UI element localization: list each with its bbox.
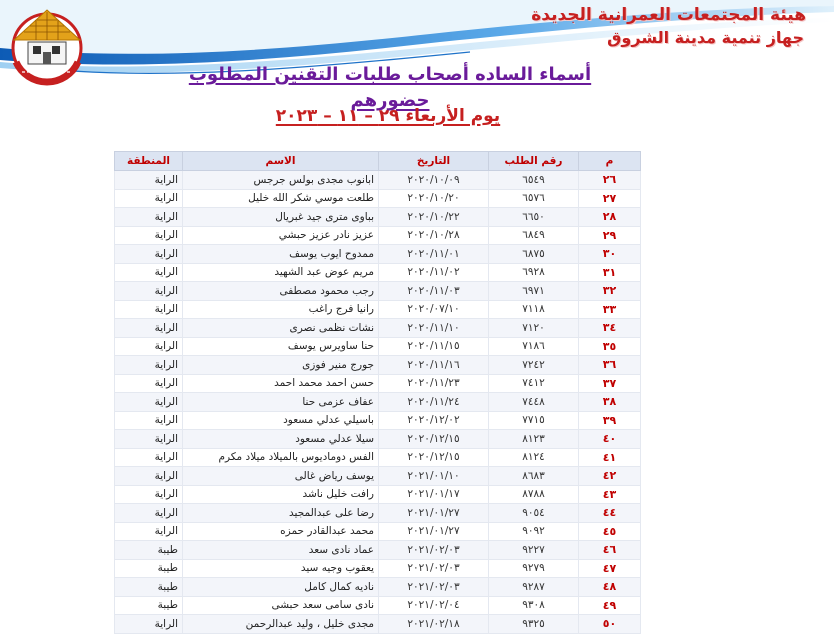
applicant-name-cell: محمد عبدالقادر حمزه	[183, 522, 379, 541]
request-date-cell: ٢٠٢٠/١١/١٠	[379, 319, 489, 338]
request-date-cell: ٢٠٢٠/١٠/٢٠	[379, 189, 489, 208]
table-row	[115, 578, 641, 597]
row-index-cell: ٣٣	[579, 300, 641, 319]
request-date-cell: ٢٠٢٠/١٢/١٥	[379, 430, 489, 449]
applicant-name-cell: ابانوب مجدى بولس جرجس	[183, 171, 379, 190]
request-number-cell: ٧٤٤٨	[489, 393, 579, 412]
row-index-cell: ٤٥	[579, 522, 641, 541]
region-cell: الراية	[115, 467, 183, 486]
table-header-row	[115, 152, 641, 171]
meeting-date: يوم الأربعاء ٢٩ – ١١ – ٢٠٢٣	[275, 106, 501, 126]
request-number-cell: ٧١٨٦	[489, 337, 579, 356]
attendees-table-container	[114, 151, 640, 634]
request-number-cell: ٦٦٥٠	[489, 208, 579, 227]
request-number-cell: ٨٧٨٨	[489, 485, 579, 504]
region-cell: الراية	[115, 189, 183, 208]
request-date-cell: ٢٠٢١/٠٢/٠٣	[379, 578, 489, 597]
region-cell: طيبة	[115, 559, 183, 578]
region-cell: الراية	[115, 393, 183, 412]
request-number-cell: ٩٣٢٥	[489, 615, 579, 634]
request-number-cell: ٨٦٨٣	[489, 467, 579, 486]
request-number-cell: ٧٤١٢	[489, 374, 579, 393]
row-index-cell: ٤٦	[579, 541, 641, 560]
row-index-cell: ٣٦	[579, 356, 641, 375]
request-date-cell: ٢٠٢١/٠٢/٠٤	[379, 596, 489, 615]
table-row	[115, 374, 641, 393]
table-row	[115, 467, 641, 486]
table-row	[115, 337, 641, 356]
applicant-name-cell: بباوى مترى جيد غبريال	[183, 208, 379, 227]
request-number-cell: ٨١٢٣	[489, 430, 579, 449]
table-row	[115, 504, 641, 523]
region-cell: الراية	[115, 448, 183, 467]
request-date-cell: ٢٠٢٠/١١/١٦	[379, 356, 489, 375]
row-index-cell: ٤٩	[579, 596, 641, 615]
request-date-cell: ٢٠٢٠/١١/٠٣	[379, 282, 489, 301]
request-date-cell: ٢٠٢٠/١١/١٥	[379, 337, 489, 356]
request-date-cell: ٢٠٢٠/١١/٢٤	[379, 393, 489, 412]
row-index-cell: ٤١	[579, 448, 641, 467]
table-row	[115, 393, 641, 412]
applicant-name-cell: حنا ساويرس يوسف	[183, 337, 379, 356]
row-index-cell: ٣٨	[579, 393, 641, 412]
region-cell: الراية	[115, 411, 183, 430]
region-cell: الراية	[115, 522, 183, 541]
request-date-cell: ٢٠٢١/٠١/١٧	[379, 485, 489, 504]
table-row	[115, 411, 641, 430]
row-index-cell: ٣٢	[579, 282, 641, 301]
region-cell: الراية	[115, 337, 183, 356]
request-date-cell: ٢٠٢٠/١١/٠٢	[379, 263, 489, 282]
row-index-cell: ٢٧	[579, 189, 641, 208]
table-row	[115, 208, 641, 227]
request-number-cell: ٩٣٠٨	[489, 596, 579, 615]
region-cell: الراية	[115, 263, 183, 282]
table-row	[115, 430, 641, 449]
request-number-cell: ٨١٢٤	[489, 448, 579, 467]
column-header-name: الاسم	[183, 152, 379, 171]
table-row	[115, 245, 641, 264]
request-date-cell: ٢٠٢١/٠٢/٠٣	[379, 541, 489, 560]
table-row	[115, 615, 641, 634]
region-cell: الراية	[115, 430, 183, 449]
region-cell: الراية	[115, 356, 183, 375]
applicant-name-cell: ممدوح ايوب يوسف	[183, 245, 379, 264]
region-cell: طيبة	[115, 596, 183, 615]
row-index-cell: ٤٠	[579, 430, 641, 449]
row-index-cell: ٥٠	[579, 615, 641, 634]
row-index-cell: ٤٢	[579, 467, 641, 486]
region-cell: الراية	[115, 485, 183, 504]
row-index-cell: ٤٧	[579, 559, 641, 578]
request-date-cell: ٢٠٢١/٠١/٢٧	[379, 504, 489, 523]
row-index-cell: ٤٤	[579, 504, 641, 523]
request-date-cell: ٢٠٢٠/١٠/٢٨	[379, 226, 489, 245]
request-date-cell: ٢٠٢١/٠١/١٠	[379, 467, 489, 486]
row-index-cell: ٤٨	[579, 578, 641, 597]
organization-subtitle: جهاز تنمية مدينة الشروق	[607, 28, 804, 47]
request-number-cell: ٦٩٧١	[489, 282, 579, 301]
applicant-name-cell: عماد نادى سعد	[183, 541, 379, 560]
region-cell: الراية	[115, 282, 183, 301]
request-number-cell: ٧٢٤٢	[489, 356, 579, 375]
applicant-name-cell: ناديه كمال كامل	[183, 578, 379, 597]
request-number-cell: ٦٨٧٥	[489, 245, 579, 264]
row-index-cell: ٢٩	[579, 226, 641, 245]
applicant-name-cell: يعقوب وجيه سيد	[183, 559, 379, 578]
table-row	[115, 356, 641, 375]
request-number-cell: ٩٢٢٧	[489, 541, 579, 560]
table-body	[115, 171, 641, 634]
request-number-cell: ٦٥٧٦	[489, 189, 579, 208]
request-number-cell: ٧١٢٠	[489, 319, 579, 338]
table-row	[115, 189, 641, 208]
region-cell: الراية	[115, 319, 183, 338]
applicant-name-cell: رضا على عبدالمجيد	[183, 504, 379, 523]
request-number-cell: ٧١١٨	[489, 300, 579, 319]
request-number-cell: ٧٧١٥	[489, 411, 579, 430]
request-number-cell: ٩٠٥٤	[489, 504, 579, 523]
column-header-date: التاريخ	[379, 152, 489, 171]
table-row	[115, 282, 641, 301]
row-index-cell: ٣٤	[579, 319, 641, 338]
request-number-cell: ٦٨٤٩	[489, 226, 579, 245]
table-row	[115, 485, 641, 504]
request-date-cell: ٢٠٢٠/٠٧/١٠	[379, 300, 489, 319]
table-row	[115, 171, 641, 190]
request-date-cell: ٢٠٢١/٠١/٢٧	[379, 522, 489, 541]
applicant-name-cell: مجدى خليل ، وليد عبدالرحمن	[183, 615, 379, 634]
request-date-cell: ٢٠٢١/٠٢/١٨	[379, 615, 489, 634]
region-cell: طيبة	[115, 541, 183, 560]
request-date-cell: ٢٠٢٠/١٠/٢٢	[379, 208, 489, 227]
table-row	[115, 522, 641, 541]
row-index-cell: ٣٥	[579, 337, 641, 356]
column-header-index: م	[579, 152, 641, 171]
row-index-cell: ٣١	[579, 263, 641, 282]
applicant-name-cell: رانيا فرج راغب	[183, 300, 379, 319]
request-number-cell: ٦٥٤٩	[489, 171, 579, 190]
request-number-cell: ٩٠٩٢	[489, 522, 579, 541]
row-index-cell: ٣٧	[579, 374, 641, 393]
applicant-name-cell: يوسف رياض غالى	[183, 467, 379, 486]
row-index-cell: ٢٨	[579, 208, 641, 227]
row-index-cell: ٣٩	[579, 411, 641, 430]
column-header-request-number: رقم الطلب	[489, 152, 579, 171]
request-date-cell: ٢٠٢٠/١٢/٠٢	[379, 411, 489, 430]
request-date-cell: ٢٠٢٠/١١/٠١	[379, 245, 489, 264]
row-index-cell: ٣٠	[579, 245, 641, 264]
applicant-name-cell: مريم عوض عبد الشهيد	[183, 263, 379, 282]
request-date-cell: ٢٠٢٠/١٠/٠٩	[379, 171, 489, 190]
applicant-name-cell: نادى سامى سعد حبشى	[183, 596, 379, 615]
table-row	[115, 263, 641, 282]
row-index-cell: ٢٦	[579, 171, 641, 190]
table-row	[115, 448, 641, 467]
applicant-name-cell: رجب محمود مصطفى	[183, 282, 379, 301]
region-cell: الراية	[115, 245, 183, 264]
table-row	[115, 596, 641, 615]
column-header-region: المنطقة	[115, 152, 183, 171]
table-row	[115, 226, 641, 245]
row-index-cell: ٤٣	[579, 485, 641, 504]
table-row	[115, 319, 641, 338]
applicant-name-cell: رافت خليل ناشد	[183, 485, 379, 504]
applicant-name-cell: نشات نظمى نصرى	[183, 319, 379, 338]
applicant-name-cell: عفاف عزمى حنا	[183, 393, 379, 412]
region-cell: الراية	[115, 615, 183, 634]
region-cell: الراية	[115, 171, 183, 190]
table-row	[115, 541, 641, 560]
applicant-name-cell: جورج منير فوزى	[183, 356, 379, 375]
table-row	[115, 559, 641, 578]
region-cell: طيبة	[115, 578, 183, 597]
region-cell: الراية	[115, 226, 183, 245]
applicant-name-cell: الفس دوماديوس بالميلاد ميلاد مكرم	[183, 448, 379, 467]
applicant-name-cell: عزيز نادر عزيز حبشي	[183, 226, 379, 245]
region-cell: الراية	[115, 300, 183, 319]
applicant-name-cell: طلعت موسي شكر الله خليل	[183, 189, 379, 208]
attendees-table	[114, 151, 641, 634]
applicant-name-cell: سيلا عدلي مسعود	[183, 430, 379, 449]
page-heading: أسماء الساده أصحاب طلبات التقنين المطلوب حضورهم	[188, 64, 592, 111]
request-number-cell: ٦٩٢٨	[489, 263, 579, 282]
region-cell: الراية	[115, 208, 183, 227]
table-row	[115, 300, 641, 319]
request-date-cell: ٢٠٢٠/١٢/١٥	[379, 448, 489, 467]
request-number-cell: ٩٢٨٧	[489, 578, 579, 597]
region-cell: الراية	[115, 504, 183, 523]
applicant-name-cell: حسن احمد محمد احمد	[183, 374, 379, 393]
request-number-cell: ٩٢٧٩	[489, 559, 579, 578]
organization-name: هيئة المجتمعات العمرانية الجديدة	[531, 5, 806, 25]
region-cell: الراية	[115, 374, 183, 393]
request-date-cell: ٢٠٢٠/١١/٢٣	[379, 374, 489, 393]
request-date-cell: ٢٠٢١/٠٢/٠٣	[379, 559, 489, 578]
applicant-name-cell: باسيلي عدلي مسعود	[183, 411, 379, 430]
organization-logo	[8, 2, 86, 94]
